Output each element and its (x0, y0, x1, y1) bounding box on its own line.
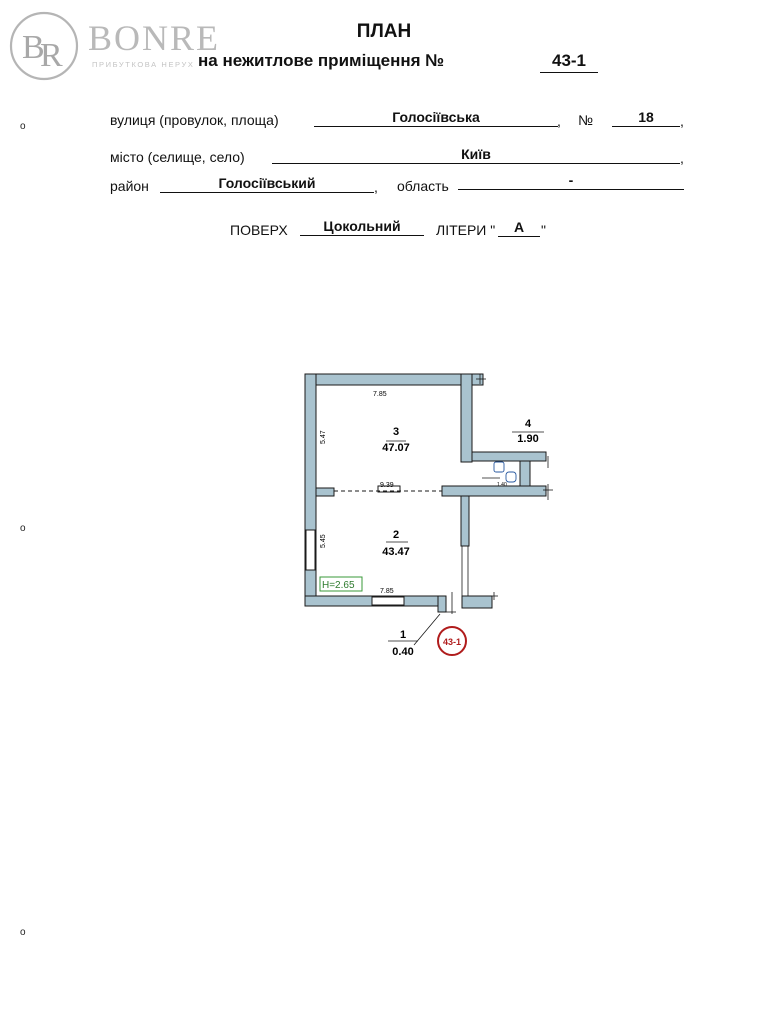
floor-value: Цокольний (300, 217, 424, 236)
region-value: - (458, 171, 684, 190)
comma: , (374, 179, 378, 195)
room-2-number: 2 (392, 529, 400, 541)
sink-icon (506, 472, 516, 482)
dimension-bath: 1.40 (497, 482, 507, 488)
wall (305, 374, 316, 606)
city-value: Київ (272, 145, 680, 164)
room-1-number: 1 (399, 629, 407, 641)
city-label: місто (селище, село) (110, 149, 245, 165)
toilet-icon (494, 462, 504, 472)
window (306, 530, 315, 570)
street-value: Голосіївська (314, 108, 558, 127)
wall (442, 486, 546, 496)
building-number-value: 18 (612, 108, 680, 127)
brand-name: BONRE (88, 18, 221, 58)
district-value: Голосіївський (160, 174, 374, 193)
margin-dot: o (20, 523, 26, 534)
room-3-number: 3 (392, 426, 400, 438)
wall (462, 596, 492, 608)
dimension-middle: 9.39 (380, 482, 394, 489)
dimension-left-upper: 5.47 (320, 430, 327, 444)
dimension-bottom-width: 7.85 (380, 588, 394, 595)
letter-label-close: " (541, 222, 546, 238)
letter-value: А (498, 218, 540, 237)
wall (472, 452, 546, 461)
brand-tagline: ПРИБУТКОВА НЕРУХ (92, 60, 195, 69)
number-label: № (578, 112, 594, 128)
dimension-left-lower: 5.45 (320, 534, 327, 548)
wall (461, 374, 472, 462)
ceiling-height-label: H=2.65 (322, 580, 355, 591)
premises-number: 43-1 (540, 50, 598, 73)
room-4-area: 1.90 (517, 433, 539, 445)
comma: , (680, 150, 684, 166)
comma: , (680, 113, 684, 129)
comma: , (557, 113, 561, 129)
district-label: район (110, 178, 149, 194)
window (372, 597, 404, 605)
wall (461, 496, 469, 546)
room-4-number: 4 (524, 418, 532, 430)
document-title: ПЛАН (356, 21, 412, 42)
wall (316, 488, 334, 496)
room-1-area: 0.40 (392, 646, 414, 658)
street-label: вулиця (провулок, площа) (110, 112, 279, 128)
wall (438, 596, 446, 612)
stamp-text: 43-1 (442, 637, 462, 647)
floor-plan (260, 360, 580, 670)
dimension-top-width: 7.85 (373, 391, 387, 398)
margin-dot: o (20, 121, 26, 132)
document-subtitle: на нежитлове приміщення № (198, 51, 445, 70)
letter-label: ЛІТЕРИ " (436, 222, 496, 238)
svg-text:R: R (40, 37, 63, 74)
margin-dot: o (20, 927, 26, 938)
svg-text:B: B (22, 29, 45, 66)
wall (305, 374, 483, 385)
region-label: область (397, 178, 449, 194)
floor-label: ПОВЕРХ (230, 222, 288, 238)
wall (520, 461, 530, 486)
room-3-area: 47.07 (382, 442, 410, 454)
room-2-area: 43.47 (382, 546, 410, 558)
